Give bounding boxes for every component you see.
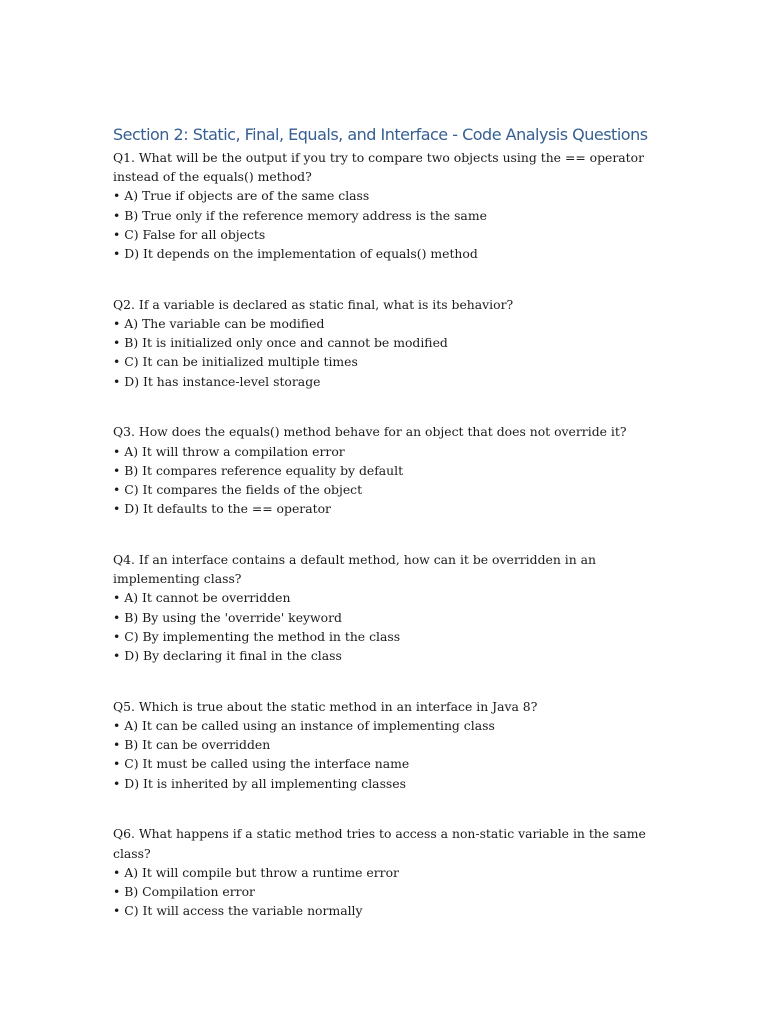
answer-option: [113, 774, 658, 793]
answer-option-text: A) It can be called using an instance of implementing class: [124, 718, 495, 734]
answer-option: [113, 863, 658, 882]
answer-options: [113, 863, 658, 921]
question-text: Q3. How does the equals() method behave for an object that does not override it?: [113, 424, 627, 440]
bullet-icon: •: [113, 373, 121, 389]
bullet-icon: •: [113, 756, 121, 772]
answer-options: [113, 186, 658, 263]
answer-option-text: C) It will access the variable normally: [124, 903, 363, 919]
bullet-icon: •: [113, 775, 121, 791]
bullet-icon: •: [113, 648, 121, 664]
question-list: [113, 148, 658, 952]
answer-option-text: B) True only if the reference memory address is the same: [124, 207, 487, 223]
answer-option: [113, 588, 658, 607]
question-text: Q4. If an interface contains a default method, how can it be overridden in an implementing class?: [113, 552, 597, 587]
answer-option-text: A) It cannot be overridden: [124, 590, 291, 606]
bullet-icon: •: [113, 462, 121, 478]
answer-options: [113, 716, 658, 793]
answer-option-text: B) It is initialized only once and cannot be modified: [124, 335, 448, 351]
answer-options: [113, 442, 658, 519]
bullet-icon: •: [113, 335, 121, 351]
answer-option: [113, 901, 658, 920]
answer-option-text: D) By declaring it final in the class: [124, 648, 342, 664]
answer-option: [113, 352, 658, 371]
answer-option: [113, 735, 658, 754]
bullet-icon: •: [113, 718, 121, 734]
bullet-icon: •: [113, 903, 121, 919]
answer-options: [113, 314, 658, 391]
answer-option-text: B) It compares reference equality by default: [124, 462, 404, 478]
answer-option-text: A) It will compile but throw a runtime error: [124, 864, 399, 880]
answer-option-text: B) It can be overridden: [124, 737, 271, 753]
answer-option-text: D) It depends on the implementation of equals() method: [124, 246, 478, 262]
answer-option-text: D) It has instance-level storage: [124, 373, 321, 389]
question-block: [113, 550, 658, 665]
section-heading: Section 2: Static, Final, Equals, and Interface - Code Analysis Questions: [113, 125, 648, 144]
answer-option: [113, 186, 658, 205]
answer-option-text: D) It is inherited by all implementing classes: [124, 775, 406, 791]
question-block: [113, 148, 658, 263]
answer-option-text: C) It compares the fields of the object: [124, 482, 363, 498]
bullet-icon: •: [113, 246, 121, 262]
answer-option-text: A) The variable can be modified: [124, 316, 325, 332]
answer-option: [113, 333, 658, 352]
question-block: [113, 697, 658, 793]
answer-option: [113, 754, 658, 773]
answer-option-text: C) By implementing the method in the class: [124, 628, 401, 644]
answer-option-text: B) Compilation error: [124, 884, 255, 900]
question-block: [113, 422, 658, 518]
bullet-icon: •: [113, 188, 121, 204]
answer-option: [113, 461, 658, 480]
answer-option: [113, 225, 658, 244]
answer-option-text: C) It can be initialized multiple times: [124, 354, 358, 370]
answer-option: [113, 372, 658, 391]
question-text: Q1. What will be the output if you try to compare two objects using the == operator instead of the equals() method?: [113, 150, 645, 185]
answer-option: [113, 646, 658, 665]
bullet-icon: •: [113, 628, 121, 644]
answer-option-text: C) It must be called using the interface name: [124, 756, 410, 772]
answer-option-text: D) It defaults to the == operator: [124, 501, 331, 517]
bullet-icon: •: [113, 864, 121, 880]
answer-options: [113, 588, 658, 665]
bullet-icon: •: [113, 207, 121, 223]
answer-option: [113, 442, 658, 461]
question-text: Q5. Which is true about the static method in an interface in Java 8?: [113, 698, 538, 714]
answer-option-text: A) It will throw a compilation error: [124, 443, 345, 459]
bullet-icon: •: [113, 354, 121, 370]
answer-option: [113, 206, 658, 225]
answer-option: [113, 716, 658, 735]
question-block: [113, 295, 658, 391]
answer-option-text: A) True if objects are of the same class: [124, 188, 370, 204]
bullet-icon: •: [113, 884, 121, 900]
answer-option: [113, 627, 658, 646]
bullet-icon: •: [113, 590, 121, 606]
answer-option: [113, 314, 658, 333]
bullet-icon: •: [113, 316, 121, 332]
answer-option: [113, 608, 658, 627]
bullet-icon: •: [113, 482, 121, 498]
answer-option: [113, 882, 658, 901]
bullet-icon: •: [113, 501, 121, 517]
answer-option: [113, 480, 658, 499]
bullet-icon: •: [113, 737, 121, 753]
question-text: Q2. If a variable is declared as static final, what is its behavior?: [113, 296, 514, 312]
question-block: [113, 824, 658, 920]
answer-option-text: B) By using the 'override' keyword: [124, 609, 342, 625]
bullet-icon: •: [113, 443, 121, 459]
answer-option: [113, 499, 658, 518]
question-text: Q6. What happens if a static method tries to access a non-static variable in the same class?: [113, 826, 646, 861]
answer-option: [113, 244, 658, 263]
answer-option-text: C) False for all objects: [124, 226, 266, 242]
bullet-icon: •: [113, 609, 121, 625]
bullet-icon: •: [113, 226, 121, 242]
